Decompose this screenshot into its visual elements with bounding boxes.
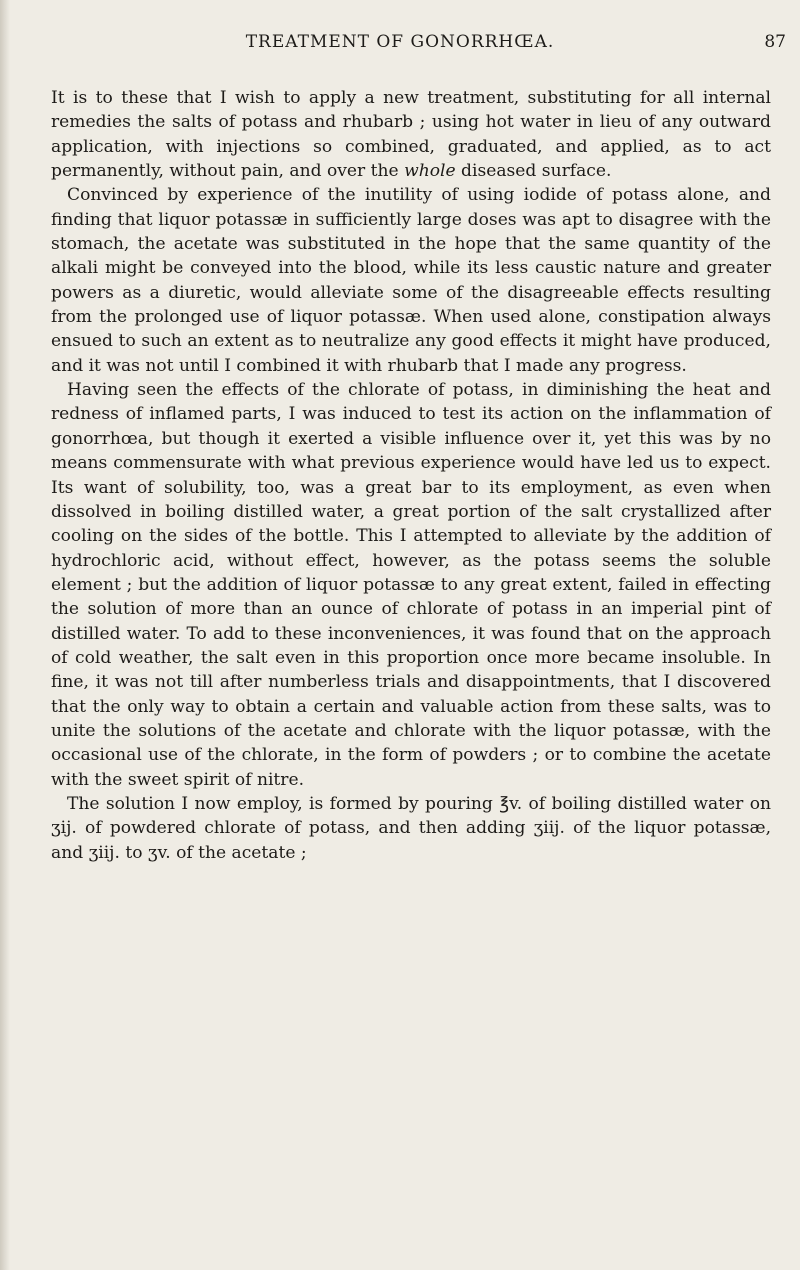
page-edge-shadow [0, 0, 10, 1270]
paragraph-2: Convinced by experience of the inutility of using iodide of potass alone, and finding that liquor potassæ in sufficiently large doses was apt to disagree with the stomach, the acetate was substituted in the hope that the same quantity of the alkali might be conveyed into the blood, while its less caustic nature and greater powers as a diuretic, would alleviate some of the disagreeable effects resulting from the prolonged use of liquor potassæ. When used alone, constipation always ensued to such an extent as to neutralize any good effects it might have produced, and it was not until I combined it with rhubarb that I made any progress. [51, 185, 771, 376]
page-number: 87 [764, 32, 786, 52]
running-head: TREATMENT OF GONORRHŒA. [245, 32, 555, 52]
paragraph-1-text: It is to these that I wish to apply a new treatment, substituting for all internal remedies the salts of potass and rhubarb ; using hot water in lieu of any outward application, with injections so combined, graduated, and applied, as to act permanently, without pain, and over the [51, 88, 771, 182]
body-text [51, 86, 771, 865]
paragraph-1-text-end: diseased surface. [455, 161, 612, 182]
italic-word-whole: whole [404, 161, 456, 182]
paragraph-4: The solution I now employ, is formed by pouring ℥v. of boiling distilled water on ʒij. of powdered chlorate of potass, and then adding ʒiij. of the liquor potassæ, and ʒiij. to ʒv. of the acetate ; [51, 793, 771, 863]
paragraph-3: Having seen the effects of the chlorate of potass, in diminishing the heat and redness of inflamed parts, I was induced to test its action on the inflammation of gonorrhœa, but though it exerted a visible influence over it, yet this was by no means commensurate with what previous experience would have led us to expect. Its want of solubility, too, was a great bar to its employment, as even when dissolved in boiling distilled water, a great portion of the salt crystallized after cooling on the sides of the bottle. This I attempted to alleviate by the addition of hydrochloric acid, without effect, however, as the potass seems the soluble element ; but the addition of liquor potassæ to any great extent, failed in effecting the solution of more than an ounce of chlorate of potass in an imperial pint of distilled water. To add to these inconveniences, it was found that on the approach of cold weather, the salt even in this proportion once more became insoluble. In fine, it was not till after numberless trials and disappointments, that I discovered that the only way to obtain a certain and valuable action from these salts, was to unite the solutions of the acetate and chlorate with the liquor potassæ, with the occasional use of the chlorate, in the form of powders ; or to combine the acetate with the sweet spirit of nitre. [51, 380, 771, 790]
paragraph-1 [51, 86, 771, 183]
page-header [0, 32, 800, 56]
